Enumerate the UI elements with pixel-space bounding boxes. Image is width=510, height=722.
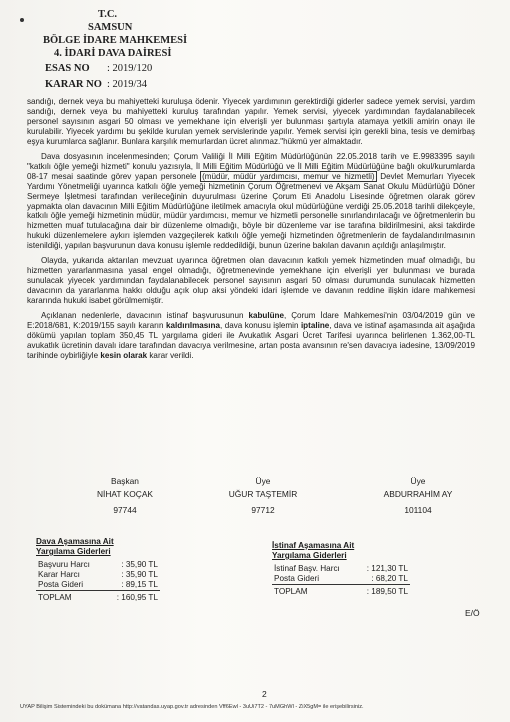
signature-number: 97744 [113, 505, 137, 515]
karar-label: KARAR NO [45, 79, 102, 90]
signature-role: Başkan [111, 476, 139, 486]
typist-initials: E/Ö [465, 608, 480, 618]
cost-value: : 68,20 TL [350, 574, 410, 585]
esas-value: : 2019/120 [107, 63, 153, 74]
header-tc: T.C. [98, 9, 118, 20]
signature-number: 101104 [404, 505, 432, 515]
cost-total-value: : 189,50 TL [366, 587, 408, 596]
cost-row [36, 570, 160, 580]
cost-value: : 35,90 TL [121, 570, 158, 579]
paragraph-regulation: sandığı, dernek veya bu mahiyetteki kuruluşa ödenir. Yiyecek yardımının gerektirdiği giderler sadece yemek servisi, yardım sandığı, dernek veya bu mahiyetteki kuruluş tarafından yapılır. Yemek servisi, yiyecek yardımından faydalanabilecek personel sayısının asgari 50 olması ve yemekhane için elverişli yer bulunması şartıyla atamaya yetkili amirin onayı ile kurulabilir. Yiyecek yardımı bu şekilde kurulan yemek servislerinde yapılır. Yemek servisi için gerekli bina, tesis ve demirbaş eşya kurumlarca sağlanır. Bunlara karşılık memurlardan ücret alınmaz."hükmü yer almaktadır. [27, 97, 475, 146]
costs-istinaf-title: İstinaf Aşamasına Ait [272, 541, 355, 550]
cost-row [272, 564, 410, 574]
signature-name: ABDURRAHİM AY [383, 489, 453, 499]
header-city: SAMSUN [88, 22, 133, 33]
costs-dava [36, 537, 160, 603]
esas-label: ESAS NO [45, 63, 90, 74]
cost-row [272, 574, 410, 585]
boxed-personnel-note: (müdür, müdür yardımcısı, memur ve hizmetli) [202, 171, 375, 181]
cost-total-label: TOPLAM [38, 593, 72, 602]
ruling-text-3: , dava konusu işlemin [220, 321, 301, 331]
paragraph-assessment: Olayda, yukarıda aktarılan mevzuat uyarınca öğretmen olan davacının katkılı yemek hizmetinden muaf olmadığı, bu hizmetten yararlanmasına yasal engel olmadığı, öğretmenevinde yemekhane için elverişli yer bulunması ve burada sunulacak yiyecek yardımından faydalanabilecek personel sayısının asgari 50 olması durumunda sunulacak hizmetten davacının da yararlanma hakkı olduğu açık olup aksi yöndeki idari işlemde ve davanın reddine ilişkin idare mahkemesi kararında hukuki isabet görülmemiştir. [27, 256, 475, 306]
header-chamber: 4. İDARİ DAVA DAİRESİ [54, 48, 172, 59]
cost-label: Posta Gideri [272, 574, 350, 585]
signature-president [65, 476, 185, 518]
paragraph-case-file [27, 152, 475, 252]
page-number: 2 [262, 689, 267, 699]
costs-dava-title: Dava Aşamasına Ait [36, 537, 114, 546]
ruling-kabul: kabulüne [248, 311, 284, 321]
signature-role: Üye [255, 476, 271, 486]
signature-member-2 [358, 476, 478, 518]
cost-label: Karar Harcı [38, 570, 80, 579]
costs-istinaf [272, 541, 410, 597]
ruling-text-2: , Çorum İdare Mahkemesi'nin 03/04/2019 gün ve E:2018/681, K:2019/155 sayılı kararın [27, 311, 475, 331]
cost-total-label: TOPLAM [274, 587, 308, 596]
ruling-iptal: iptaline [300, 321, 330, 331]
ruling-text-5: karar verildi. [147, 350, 194, 360]
signature-number: 97712 [251, 505, 275, 515]
costs-dava-table [36, 560, 160, 603]
esas-no [45, 63, 152, 74]
karar-no [45, 79, 147, 90]
cost-total-value: : 160,95 TL [116, 593, 158, 602]
case-file-text-1: Dava dosyasının incelenmesinden; Çorum Valiliği İl Milli Eğitim Müdürlüğünün 22.05.2018 tarih ve E.9983395 sayılı "katkılı öğle yemeği hizmeti" konulu yazısıyla, İl Milli Eğitim Müdürlüğü ve İl Milli Eğitim Müdürlüğüne bağlı okul/kurumlarda 08-17 mesai saatinde görev yapan personele [27, 151, 475, 181]
signature-role: Üye [410, 476, 426, 486]
karar-value: : 2019/34 [107, 79, 147, 90]
costs-istinaf-subtitle: Yargılama Giderleri [272, 551, 347, 560]
signature-member-1 [203, 476, 323, 518]
paragraph-ruling [27, 311, 475, 361]
cost-row [36, 560, 160, 570]
ruling-text-1: Açıklanan nedenlerle, davacının istinaf başvurusunun [41, 311, 249, 321]
cost-value: : 121,30 TL [366, 564, 408, 573]
costs-dava-subtitle: Yargılama Giderleri [36, 547, 111, 556]
signature-name: UĞUR TAŞTEMİR [228, 489, 298, 499]
cost-label: Posta Gideri [36, 580, 102, 591]
cost-total-row [36, 591, 160, 604]
cost-label: İstinaf Başv. Harcı [274, 564, 340, 573]
cost-label: Başvuru Harcı [38, 560, 90, 569]
costs-istinaf-table [272, 564, 410, 597]
punch-mark [20, 18, 24, 22]
ruling-kesin: kesin olarak [100, 350, 148, 360]
decision-body [27, 97, 475, 366]
uyap-footer: UYAP Bilişim Sistemindeki bu dokümana http://vatandas.uyap.gov.tr adresinden Vff6Ewl - 3uUi7T2 - 7uMGhWl - ZiX5gM= ile erişebilirsiniz. [20, 704, 364, 710]
cost-value: : 89,15 TL [102, 580, 160, 591]
cost-total-row [272, 585, 410, 598]
case-file-text-2: Devlet Memurları Yiyecek Yardımı Yönetmeliği uyarınca katkılı öğle yemeği hizmetinin Çorum Öğretmenevi ve Akşam Sanat Okulu Müdürlüğü Döner Sermeye İşletmesi tarafından verileceğinin duyurulması üzerine Çorum Eti Anadolu Lisesinde öğretmen olarak görev yapmakta olan davacının Milli Eğitim Müdürlüğüne iletilmek amacıyla okul müdürlüğüne verdiği 25.05.2018 tarihli dilekçeyle, katkılı öğle yemeği hizmetinin müdür, müdür yardımcısı, memur ve hizmetli personelle sınırlandırılacağı ve öğretmenlerin bu hizmetten muaf tutulacağına dair bir düzenleme olmadığı, böyle bir düzenleme var ise tarafına bildirilmesini, aksi takdirde hukuki düzenlemelere aykırı işlemden vazgeçilerek katkılı öğle yemeği hizmetinden öğretmenlerin de faydalandırılmasının istenildiği, yapılan başvurunun dava konusu işlemle reddedildiği, bunun üzerine bakılan davanın açıldığı anlaşılmıştır. [27, 171, 476, 251]
cost-row [36, 580, 160, 591]
ruling-kaldirilmasina: kaldırılmasına [166, 321, 220, 331]
cost-value: : 35,90 TL [121, 560, 158, 569]
header-court: BÖLGE İDARE MAHKEMESİ [43, 35, 188, 46]
signature-name: NİHAT KOÇAK [97, 489, 153, 499]
ruling-text-4: , dava ve istinaf aşamasında ait aşağıda dökümü yapılan toplam 350,45 TL yargılama gideri ile Avukatlık Asgari Ücret Tarifesi uyarınca belirlenen 1.362,00-TL avukatlık ücretinin davalı idare tarafından davacıya verilmesine, artan posta avansının re'sen davacıya iadesine, 13/09/2019 tarihinde oybirliğiyle [27, 321, 475, 360]
